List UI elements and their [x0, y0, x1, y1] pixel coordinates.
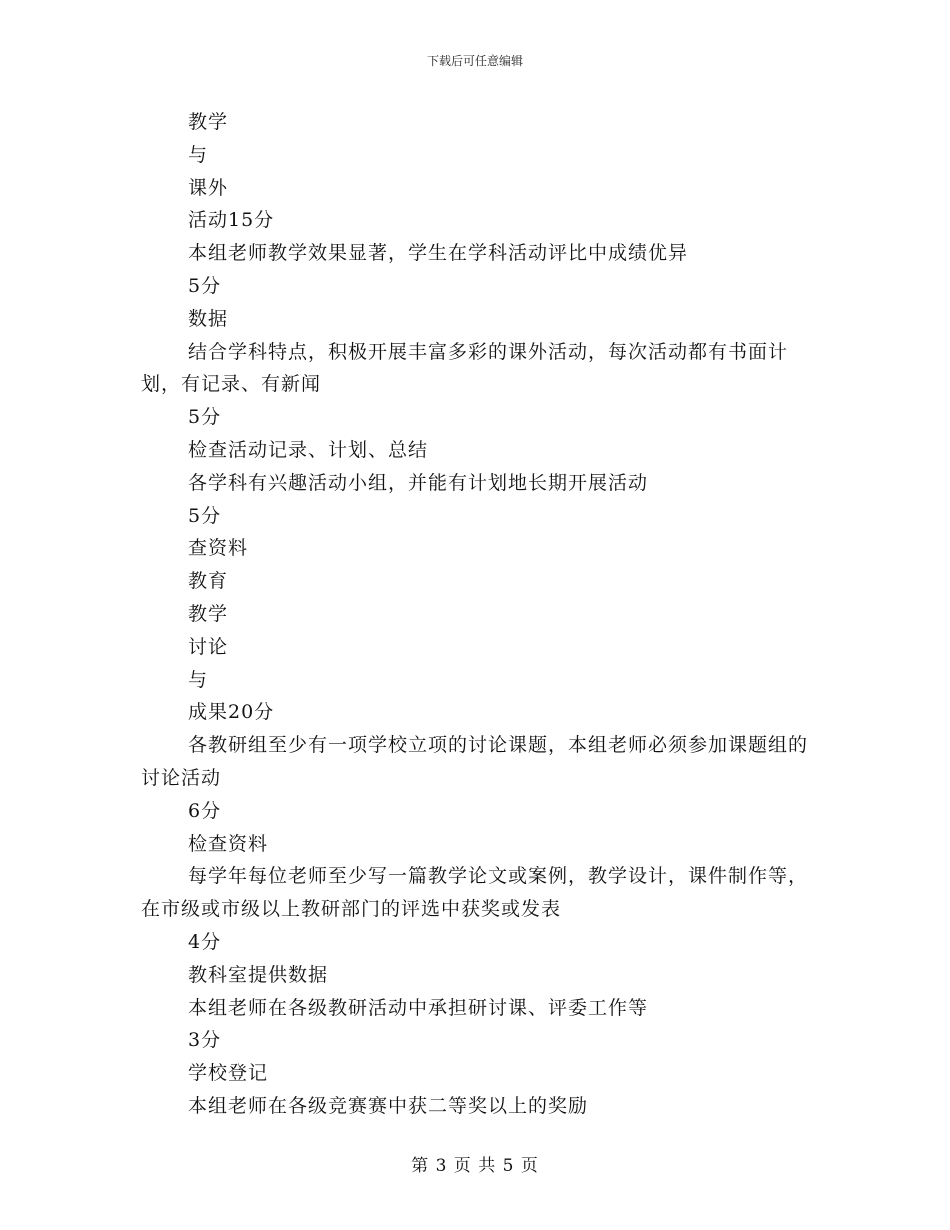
paragraph: 本组老师教学效果显著，学生在学科活动评比中成绩优异: [188, 242, 689, 265]
paragraph: 数据: [188, 307, 229, 330]
page-header: 下载后可任意编辑: [426, 54, 523, 68]
paragraph: 成果20分: [188, 701, 275, 724]
paragraph: 6分: [188, 799, 222, 822]
document-body: [141, 106, 811, 1123]
paragraph: 教育: [188, 570, 229, 593]
paragraph: 4分: [188, 930, 222, 953]
paragraph: 教科室提供数据: [188, 963, 329, 986]
paragraph: 本组老师在各级竞赛赛中获二等奖以上的奖励: [188, 1094, 589, 1117]
paragraph: 与: [188, 143, 209, 166]
paragraph: 各学科有兴趣活动小组，并能有计划地长期开展活动: [188, 471, 649, 494]
paragraph: 5分: [188, 504, 222, 527]
page-number: 第 3 页 共 5 页: [411, 1156, 539, 1176]
paragraph: 5分: [188, 274, 222, 297]
paragraph: 各教研组至少有一项学校立项的讨论课题，本组老师必须参加课题组的讨论活动: [141, 734, 809, 789]
paragraph: 教学: [188, 602, 229, 625]
paragraph: 每学年每位老师至少写一篇教学论文或案例，教学设计，课件制作等，在市级或市级以上教研部门的评选中获奖或发表: [141, 865, 809, 921]
paragraph: 与: [188, 668, 209, 691]
paragraph: 讨论: [188, 635, 229, 658]
paragraph: 结合学科特点，积极开展丰富多彩的课外活动，每次活动都有书面计划，有记录、有新闻: [141, 340, 789, 396]
paragraph: 学校登记: [188, 1062, 269, 1085]
paragraph: 活动15分: [188, 209, 275, 232]
paragraph: 检查活动记录、计划、总结: [188, 438, 429, 461]
paragraph: 检查资料: [188, 832, 269, 855]
paragraph: 课外: [188, 176, 229, 199]
paragraph: 本组老师在各级教研活动中承担研讨课、评委工作等: [188, 996, 649, 1019]
paragraph: 5分: [188, 406, 222, 429]
paragraph: 教学: [188, 111, 229, 133]
paragraph: 查资料: [188, 537, 249, 560]
paragraph: 3分: [188, 1029, 222, 1052]
